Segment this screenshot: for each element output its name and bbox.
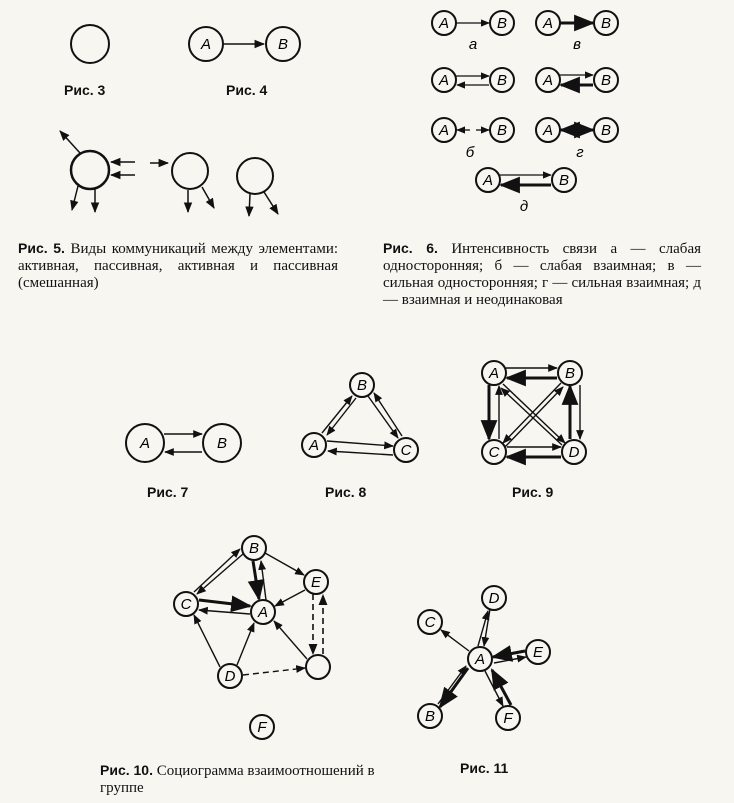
- svg-text:A: A: [542, 15, 554, 32]
- svg-text:A: A: [438, 15, 450, 32]
- fig6-caption-number: Рис. 6.: [383, 240, 438, 256]
- fig6-caption-text: Интенсивность связи а — слабая односторонняя; б — слабая взаимная; в — сильная односторонняя; г — сильная взаимная; д — взаимная и неодинаковая: [383, 241, 701, 308]
- fig6-label-g: г: [576, 144, 584, 161]
- fig10-caption-number: Рис. 10.: [100, 762, 153, 778]
- fig8-diagram: [302, 373, 418, 462]
- fig11-caption: Рис. 11: [460, 760, 509, 776]
- svg-text:B: B: [558, 172, 570, 189]
- fig7-diagram: [126, 424, 241, 462]
- svg-text:B: B: [424, 708, 436, 725]
- svg-text:B: B: [277, 36, 289, 53]
- fig5-diagram: [60, 131, 278, 216]
- fig5-caption-number: Рис. 5.: [18, 240, 65, 256]
- svg-text:A: A: [482, 172, 494, 189]
- svg-text:A: A: [474, 651, 486, 668]
- fig6-label-v: в: [573, 36, 581, 53]
- fig9-diagram: [482, 361, 586, 464]
- svg-text:A: A: [542, 122, 554, 139]
- fig10-caption-text: Социограмма взаимоотношений в группе: [100, 763, 375, 796]
- svg-text:B: B: [496, 15, 508, 32]
- svg-text:A: A: [438, 122, 450, 139]
- svg-text:A: A: [308, 437, 320, 454]
- fig5-caption-text: Виды коммуникаций между элементами: активная, пассивная, активная и пассивная (смешанная): [18, 241, 339, 291]
- svg-text:F: F: [257, 719, 267, 736]
- fig6-label-b: б: [465, 144, 475, 161]
- svg-text:F: F: [503, 710, 513, 727]
- svg-text:A: A: [257, 604, 269, 621]
- svg-text:C: C: [400, 442, 412, 459]
- svg-text:B: B: [600, 15, 612, 32]
- fig6-caption: [383, 240, 701, 309]
- svg-text:E: E: [532, 644, 544, 661]
- svg-text:B: B: [356, 377, 368, 394]
- fig10-diagram: [174, 536, 330, 739]
- svg-text:D: D: [488, 590, 500, 607]
- svg-text:A: A: [438, 72, 450, 89]
- fig9-caption: Рис. 9: [512, 484, 554, 500]
- svg-text:B: B: [600, 72, 612, 89]
- fig6-label-d: д: [519, 198, 529, 215]
- fig3-node: [71, 25, 109, 63]
- svg-text:A: A: [200, 36, 212, 53]
- svg-text:B: B: [248, 540, 260, 557]
- fig3-caption: Рис. 3: [64, 82, 106, 98]
- svg-text:B: B: [600, 122, 612, 139]
- svg-text:A: A: [542, 72, 554, 89]
- svg-text:B: B: [496, 72, 508, 89]
- fig5-caption: [18, 240, 338, 292]
- svg-text:D: D: [224, 668, 236, 685]
- svg-text:A: A: [139, 435, 151, 452]
- fig4-caption: Рис. 4: [226, 82, 268, 98]
- fig10-caption: [100, 762, 375, 797]
- svg-text:B: B: [216, 435, 228, 452]
- svg-text:C: C: [180, 596, 192, 613]
- fig4-diagram: [189, 27, 300, 61]
- fig6-label-a: а: [468, 36, 478, 53]
- fig11-diagram: [418, 586, 550, 730]
- svg-text:B: B: [496, 122, 508, 139]
- svg-text:A: A: [488, 365, 500, 382]
- svg-text:E: E: [310, 574, 322, 591]
- svg-text:C: C: [488, 444, 500, 461]
- svg-text:C: C: [424, 614, 436, 631]
- svg-text:B: B: [564, 365, 576, 382]
- fig7-caption: Рис. 7: [147, 484, 189, 500]
- fig8-caption: Рис. 8: [325, 484, 367, 500]
- fig6-diagram: [432, 11, 618, 215]
- svg-text:D: D: [568, 444, 580, 461]
